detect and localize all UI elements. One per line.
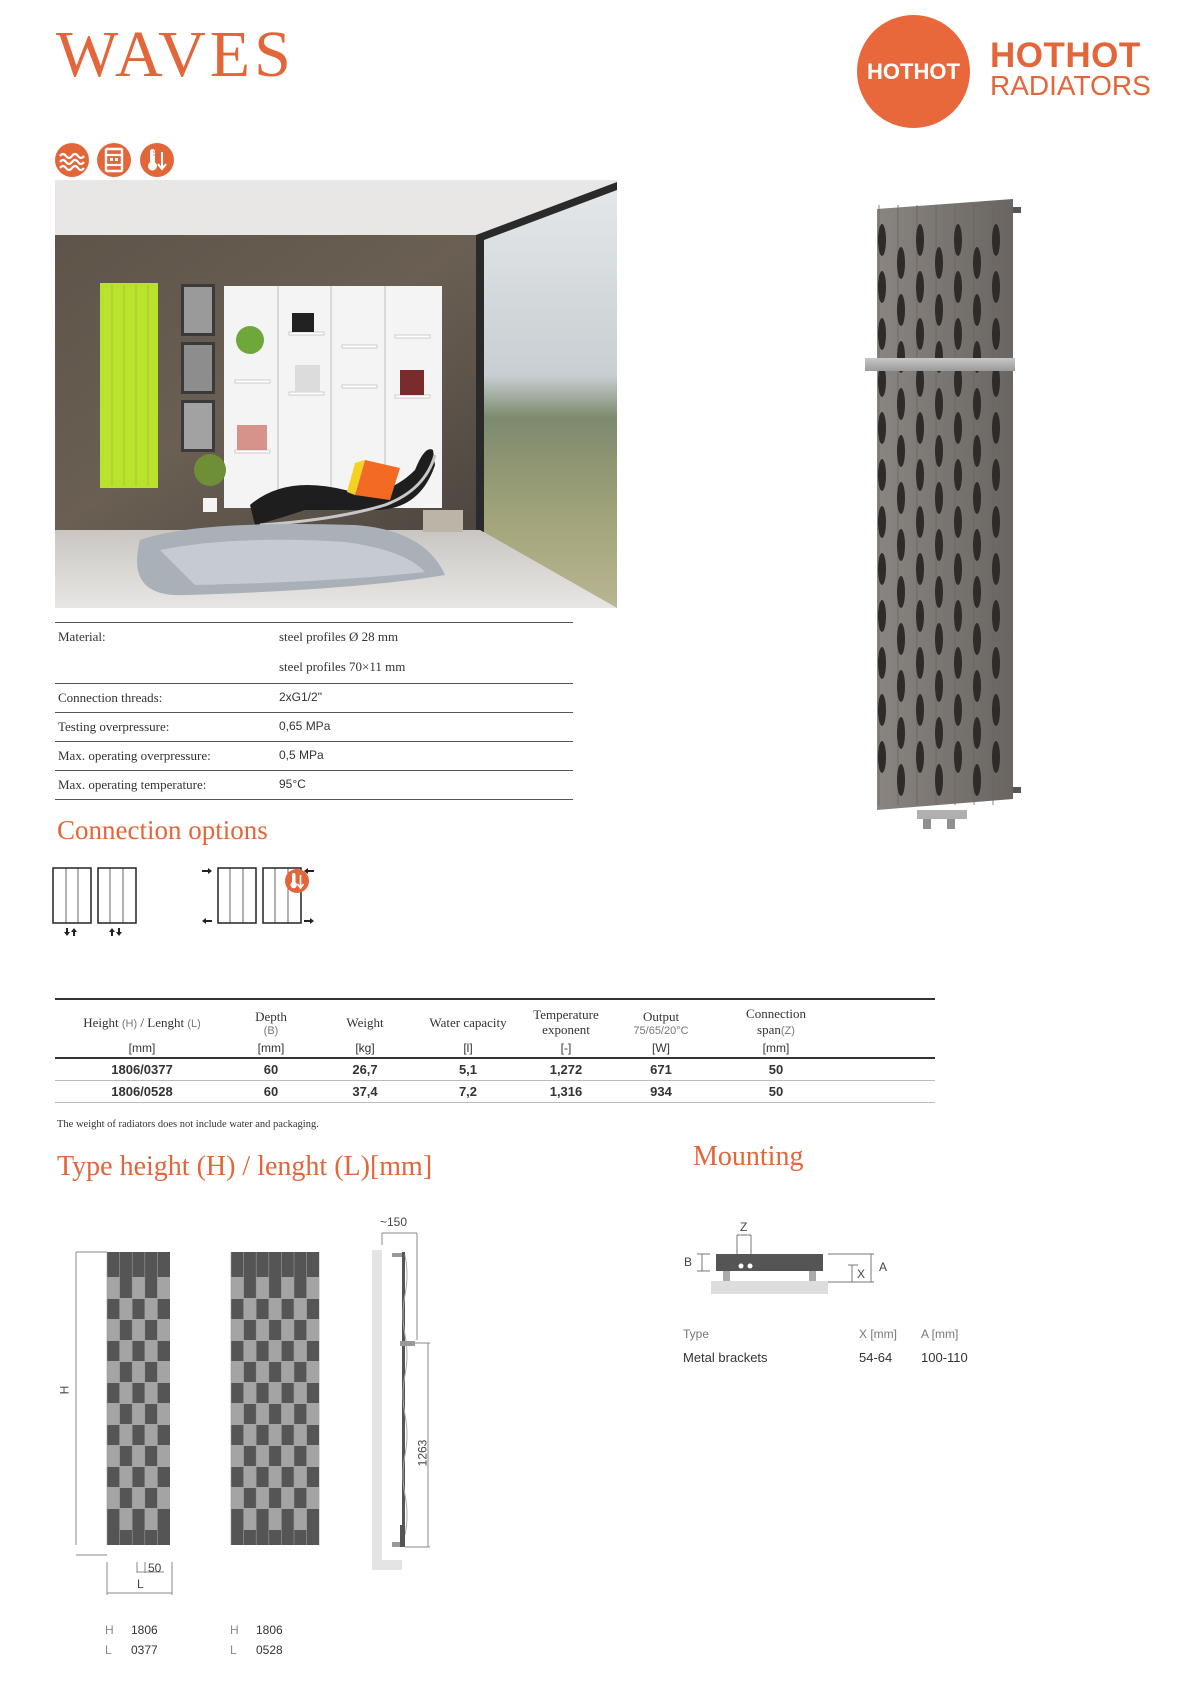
spec-label: Material: bbox=[58, 629, 106, 644]
spec-row bbox=[55, 712, 573, 741]
header-text: Weight bbox=[346, 1015, 384, 1031]
wall-side bbox=[372, 1250, 382, 1545]
mounting-diagram bbox=[680, 1220, 930, 1305]
mount-type: Metal brackets bbox=[683, 1350, 768, 1365]
table-cell-spacer bbox=[843, 1081, 935, 1103]
table-cell: 5,1 bbox=[417, 1058, 519, 1081]
header-text: Depth bbox=[255, 1009, 287, 1024]
flow-arrows bbox=[64, 868, 314, 936]
brand-logo-circle bbox=[857, 15, 970, 128]
dimension-drawings bbox=[57, 1215, 460, 1657]
spec-row bbox=[55, 622, 573, 683]
table-cell: 934 bbox=[613, 1081, 709, 1103]
spec-values bbox=[279, 684, 573, 712]
size-h-label: H bbox=[105, 1623, 114, 1637]
spec-values bbox=[279, 771, 573, 799]
header-small: (Z) bbox=[780, 1024, 795, 1037]
connection-bottom-opposite bbox=[53, 868, 301, 923]
col-temperature-exponent bbox=[519, 999, 613, 1058]
table-cell: 1806/0377 bbox=[55, 1058, 229, 1081]
waves-water-icon bbox=[55, 143, 89, 177]
thermometer-down-icon bbox=[285, 869, 309, 893]
header-unit: [-] bbox=[560, 1040, 572, 1055]
spec-values bbox=[279, 623, 573, 683]
spec-table bbox=[55, 622, 573, 800]
mount-label-a: A bbox=[879, 1260, 888, 1274]
thermometer-down-icon bbox=[140, 143, 174, 177]
header-small: (B) bbox=[263, 1024, 279, 1037]
mount-header-x: X [mm] bbox=[859, 1327, 897, 1341]
logo-circle-text: HOTHOT bbox=[867, 58, 960, 84]
page-title: WAVES bbox=[56, 18, 295, 91]
lime-radiator bbox=[100, 283, 158, 488]
col-output bbox=[613, 999, 709, 1058]
interior-photo bbox=[55, 180, 617, 608]
mount-label-b: B bbox=[684, 1255, 693, 1269]
col-weight bbox=[313, 999, 417, 1058]
size-l-value: 0528 bbox=[256, 1643, 283, 1657]
radiator-product-render bbox=[855, 195, 1055, 875]
header-small: (H) bbox=[121, 1017, 138, 1030]
table-cell: 671 bbox=[613, 1058, 709, 1081]
dim-label-spacing: 50 bbox=[148, 1561, 162, 1575]
mounting-row bbox=[683, 1350, 991, 1365]
spec-value: 0,65 MPa bbox=[279, 719, 331, 733]
size-h-value: 1806 bbox=[131, 1623, 158, 1637]
header-unit: [mm] bbox=[762, 1040, 790, 1055]
size-block-2 bbox=[230, 1623, 283, 1663]
size-l-label: L bbox=[105, 1643, 112, 1657]
spec-value: 2xG1/2" bbox=[279, 690, 322, 704]
header-unit: [mm] bbox=[128, 1040, 156, 1055]
header-text: / Lenght bbox=[137, 1014, 185, 1030]
size-l-value: 0377 bbox=[131, 1643, 158, 1657]
table-cell: 60 bbox=[229, 1081, 313, 1103]
dim-label-l: L bbox=[137, 1577, 144, 1591]
table-cell: 60 bbox=[229, 1058, 313, 1081]
table-cell: 26,7 bbox=[313, 1058, 417, 1081]
dim-label-wall-offset: ~150 bbox=[380, 1215, 408, 1229]
header-unit: [W] bbox=[652, 1040, 670, 1055]
spec-value: 0,5 MPa bbox=[279, 748, 324, 762]
mounting-title: Mounting bbox=[693, 1141, 804, 1172]
header-text: span bbox=[757, 1021, 781, 1037]
table-cell: 1806/0528 bbox=[55, 1081, 229, 1103]
table-cell: 50 bbox=[709, 1081, 843, 1103]
header-unit: [mm] bbox=[257, 1040, 285, 1055]
mount-label-x: X bbox=[857, 1267, 866, 1281]
header-text: Temperature bbox=[533, 1006, 599, 1022]
dim-label-bracket-span: 1263 bbox=[415, 1439, 430, 1467]
size-l-label: L bbox=[230, 1643, 237, 1657]
weight-note: The weight of radiators does not include water and packaging. bbox=[57, 1119, 319, 1130]
table-cell: 37,4 bbox=[313, 1081, 417, 1103]
spec-value: steel profiles 70×11 mm bbox=[279, 659, 406, 674]
table-row bbox=[55, 1081, 935, 1103]
spec-label: Max. operating overpressure: bbox=[58, 748, 211, 763]
header-text: Connection bbox=[746, 1006, 806, 1021]
mount-header-a: A [mm] bbox=[921, 1327, 959, 1341]
type-sizes-title: Type height (H) / lenght (L)[mm] bbox=[57, 1151, 433, 1182]
table-cell: 1,316 bbox=[519, 1081, 613, 1103]
table-header-row bbox=[55, 999, 935, 1058]
mount-header-type: Type bbox=[683, 1327, 710, 1341]
header-text: Output bbox=[642, 1009, 680, 1024]
spec-value: steel profiles Ø 28 mm bbox=[279, 629, 399, 644]
col-connection-span bbox=[709, 999, 843, 1058]
mounting-table bbox=[683, 1327, 991, 1365]
spec-row bbox=[55, 741, 573, 770]
table-cell: 7,2 bbox=[417, 1081, 519, 1103]
header-small: (L) bbox=[187, 1017, 201, 1030]
col-depth bbox=[229, 999, 313, 1058]
size-block-1 bbox=[105, 1623, 158, 1663]
header-text: Water capacity bbox=[429, 1015, 507, 1031]
towel-rail-icon bbox=[97, 143, 131, 177]
col-height-length bbox=[55, 999, 229, 1058]
header-text: Height bbox=[83, 1014, 119, 1030]
header-small: 75/65/20°C bbox=[633, 1024, 689, 1037]
spec-label: Max. operating temperature: bbox=[58, 777, 207, 792]
size-h-value: 1806 bbox=[256, 1623, 283, 1637]
logo-brand: HOTHOT bbox=[990, 36, 1141, 75]
header-unit: [kg] bbox=[355, 1040, 375, 1055]
spec-values bbox=[279, 713, 573, 741]
connection-options-title: Connection options bbox=[57, 815, 268, 845]
spec-label: Testing overpressure: bbox=[58, 719, 170, 734]
spec-label: Connection threads: bbox=[58, 690, 163, 705]
header-unit: [l] bbox=[463, 1040, 473, 1055]
header-text: exponent bbox=[542, 1022, 590, 1038]
dim-label-h: H bbox=[57, 1385, 72, 1395]
col-spacer bbox=[843, 999, 935, 1058]
spec-values bbox=[279, 742, 573, 770]
spec-value: 95°C bbox=[279, 777, 306, 791]
table-cell: 50 bbox=[709, 1058, 843, 1081]
mount-a: 100-110 bbox=[921, 1350, 968, 1365]
mounting-header-row bbox=[683, 1327, 991, 1341]
spec-row bbox=[55, 683, 573, 712]
mount-x: 54-64 bbox=[859, 1350, 893, 1365]
table-cell-spacer bbox=[843, 1058, 935, 1081]
product-data-table bbox=[55, 998, 935, 1103]
col-water-capacity bbox=[417, 999, 519, 1058]
table-row bbox=[55, 1058, 935, 1081]
size-h-label: H bbox=[230, 1623, 239, 1637]
mount-label-z: Z bbox=[740, 1220, 748, 1234]
spec-row bbox=[55, 770, 573, 800]
table-cell: 1,272 bbox=[519, 1058, 613, 1081]
logo-subtitle: RADIATORS bbox=[990, 70, 1151, 101]
